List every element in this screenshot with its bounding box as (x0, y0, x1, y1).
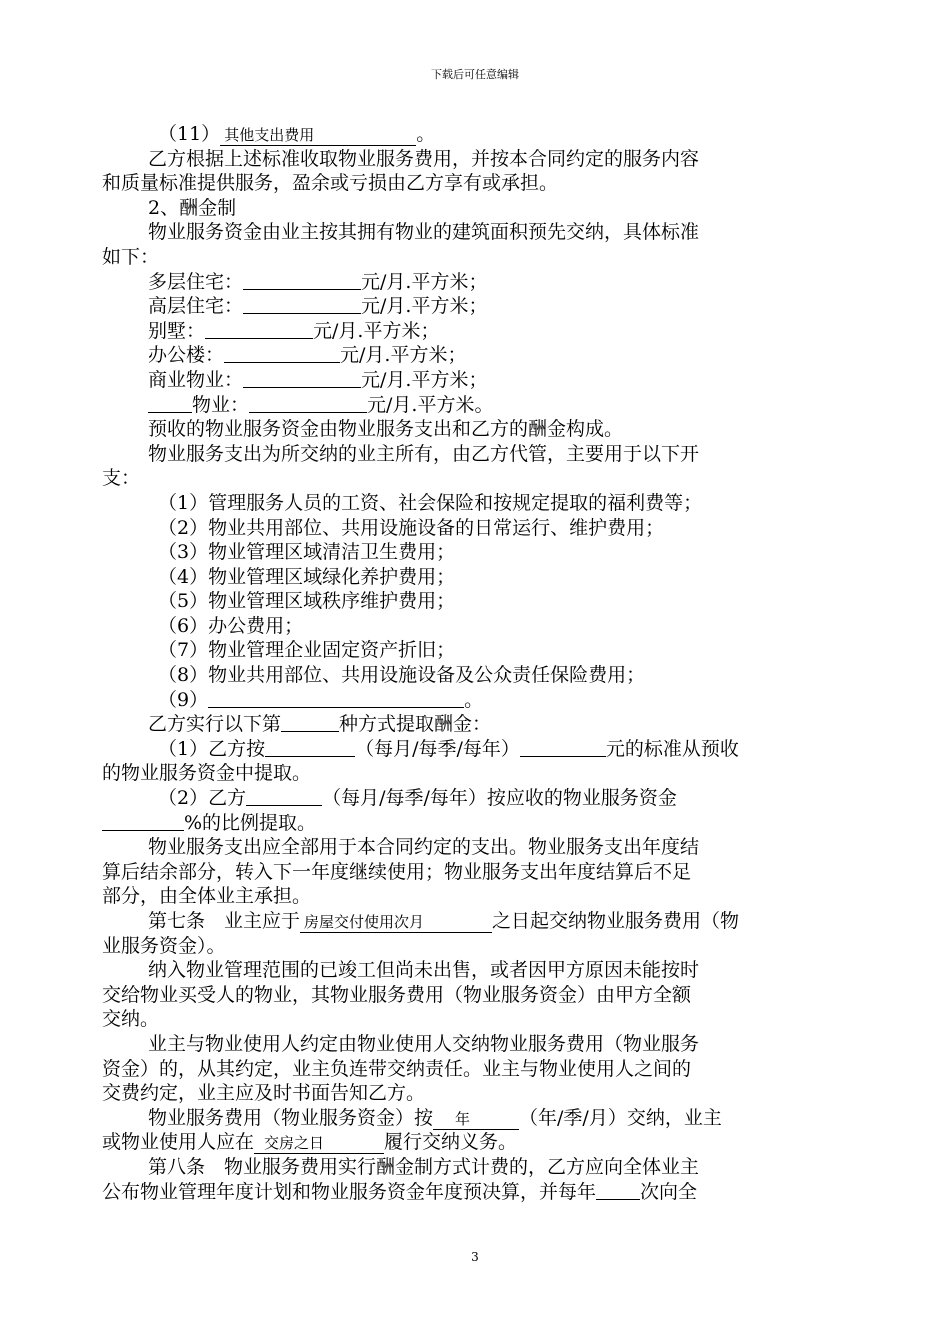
blank (596, 1180, 640, 1200)
line-7: 多层住宅： 元/月.平方米； (148, 270, 488, 293)
line-36: 交给物业买受人的物业，其物业服务费用（物业服务资金）由甲方全额 (102, 983, 692, 1006)
line-2: 乙方根据上述标准收取物业服务费用，并按本合同约定的服务内容 (148, 147, 700, 170)
line-41: 物业服务费用（物业服务资金）按 年 （年/季/月）交纳，业主 (148, 1106, 722, 1129)
line-27: 的物业服务资金中提取。 (102, 762, 312, 785)
blank-fill: 年 (433, 1110, 519, 1130)
list-item: （2）物业共用部位、共用设施设备的日常运行、维护费用； (158, 516, 665, 539)
list-item: （3）物业管理区域清洁卫生费用； (158, 541, 456, 564)
line-6: 如下： (102, 245, 160, 268)
list-item: （8）物业共用部位、共用设施设备及公众责任保险费用； (158, 664, 646, 687)
blank (102, 811, 184, 831)
blank (148, 393, 192, 413)
line-25: 乙方实行以下第 种方式提取酬金： (148, 713, 492, 736)
line-9: 别墅： 元/月.平方米； (148, 319, 440, 342)
line-38: 业主与物业使用人约定由物业使用人交纳物业服务费用（物业服务 (148, 1032, 700, 1055)
line-40: 交费约定，业主应及时书面告知乙方。 (102, 1082, 426, 1105)
blank (243, 294, 361, 314)
line-14: 物业服务支出为所交纳的业主所有，由乙方代管，主要用于以下开 (148, 442, 700, 465)
blank (243, 270, 361, 290)
blank (265, 737, 355, 757)
line-11: 商业物业： 元/月.平方米； (148, 368, 488, 391)
blank (243, 368, 361, 388)
line-44: 公布物业管理年度计划和物业服务资金年度预决算，并每年 次向全 (102, 1180, 698, 1203)
blank (208, 688, 464, 708)
line-12: 物业： 元/月.平方米。 (102, 393, 852, 418)
line-8: 高层住宅： 元/月.平方米； (148, 295, 488, 318)
list-item: （5）物业管理区域秩序维护费用； (158, 590, 456, 613)
line-5: 物业服务资金由业主按其拥有物业的建筑面积预先交纳，具体标准 (148, 221, 700, 244)
line-34: 业服务资金）。 (102, 934, 226, 957)
line-28: （2）乙方 （每月/每季/每年）按应收的物业服务资金 (158, 787, 677, 810)
blank (249, 393, 367, 413)
line-1: （11） 其他支出费用 。 (158, 123, 436, 145)
line-30: 物业服务支出应全部用于本合同约定的支出。物业服务支出年度结 (148, 836, 700, 859)
line-35: 纳入物业管理范围的已竣工但尚未出售，或者因甲方原因未能按时 (148, 959, 700, 982)
line-42: 或物业使用人应在 交房之日 履行交纳义务。 (102, 1131, 518, 1154)
blank (281, 712, 339, 732)
page-number: 3 (471, 1250, 479, 1264)
list-item: （4）物业管理区域绿化养护费用； (158, 565, 456, 588)
blank-fill: 交房之日 (254, 1134, 384, 1154)
line-26: （1）乙方按 （每月/每季/每年） 元的标准从预收 (158, 737, 739, 760)
article-7: 第七条 业主应于 房屋交付使用次月 之日起交纳物业服务费用（物 (148, 910, 740, 932)
list-item: （7）物业管理企业固定资产折旧； (158, 639, 456, 662)
blank-fill: 其他支出费用 (220, 126, 416, 146)
blank (224, 343, 340, 363)
list-item: （9） 。 (158, 688, 484, 711)
line-15: 支： (102, 467, 141, 490)
blank-fill: 房屋交付使用次月 (300, 913, 492, 933)
line-39: 资金）的，从其约定，业主负连带交纳责任。业主与物业使用人之间的 (102, 1057, 692, 1080)
list-item: （6）办公费用； (158, 614, 304, 637)
line-32: 部分，由全体业主承担。 (102, 885, 312, 908)
line-29: %的比例提取。 (102, 811, 852, 836)
article-8: 第八条 物业服务费用实行酬金制方式计费的，乙方应向全体业主 (148, 1155, 700, 1178)
blank (205, 319, 313, 339)
line-3: 和质量标准提供服务，盈余或亏损由乙方享有或承担。 (102, 172, 559, 195)
list-item: （1）管理服务人员的工资、社会保险和按规定提取的福利费等； (158, 491, 703, 514)
page-header: 下载后可任意编辑 (431, 68, 519, 81)
blank (520, 737, 606, 757)
line-13: 预收的物业服务资金由物业服务支出和乙方的酬金构成。 (148, 418, 624, 441)
line-37: 交纳。 (102, 1008, 160, 1031)
blank (246, 786, 322, 806)
line-31: 算后结余部分，转入下一年度继续使用；物业服务支出年度结算后不足 (102, 860, 692, 883)
document-body (102, 122, 852, 1204)
section-heading: 2、酬金制 (148, 196, 237, 219)
line-10: 办公楼： 元/月.平方米； (148, 344, 467, 367)
